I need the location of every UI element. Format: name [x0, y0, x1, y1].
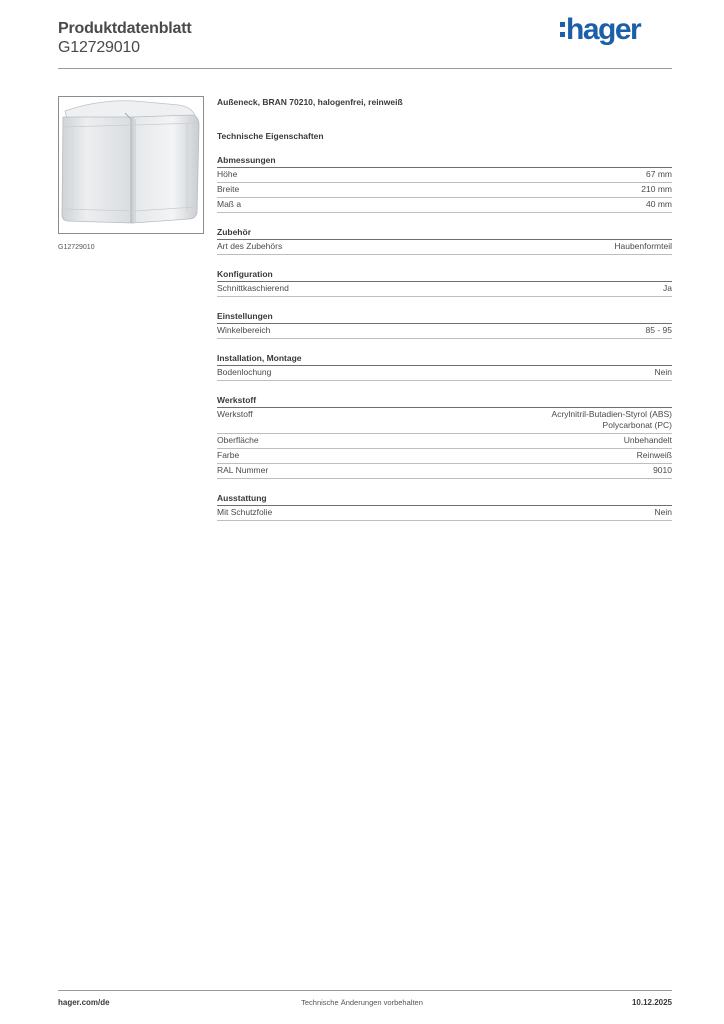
spec-row — [217, 168, 672, 183]
spec-group — [217, 269, 672, 297]
spec-value-line: Acrylnitril-Butadien-Styrol (ABS) — [551, 409, 672, 419]
spec-label: Bodenlochung — [217, 367, 272, 377]
spec-row — [217, 506, 672, 521]
spec-value-line: Nein — [654, 507, 672, 517]
spec-group — [217, 353, 672, 381]
spec-value-line: Unbehandelt — [623, 435, 672, 445]
spec-label: Schnittkaschierend — [217, 283, 289, 293]
spec-value-line: Nein — [654, 367, 672, 377]
spec-row — [217, 408, 672, 434]
spec-label: Maß a — [217, 199, 242, 209]
spec-row — [217, 198, 672, 213]
spec-label: Breite — [217, 184, 240, 194]
spec-label: Art des Zubehörs — [217, 241, 283, 251]
spec-value — [614, 241, 672, 252]
spec-value-line: 210 mm — [641, 184, 672, 194]
header-divider — [58, 68, 672, 69]
spec-group — [217, 395, 672, 479]
spec-group — [217, 311, 672, 339]
spec-label: RAL Nummer — [217, 465, 269, 475]
spec-group-title: Einstellungen — [217, 311, 672, 324]
spec-value — [663, 283, 672, 294]
spec-label: Mit Schutzfolie — [217, 507, 273, 517]
spec-group-title: Ausstattung — [217, 493, 672, 506]
spec-row — [217, 183, 672, 198]
spec-group — [217, 493, 672, 521]
spec-label: Farbe — [217, 450, 240, 460]
spec-value — [637, 450, 672, 461]
spec-value-line: 40 mm — [646, 199, 672, 209]
spec-value-line: Ja — [663, 283, 672, 293]
spec-row — [217, 240, 672, 255]
spec-value-line: Reinweiß — [636, 450, 672, 460]
spec-label: Oberfläche — [217, 435, 259, 445]
spec-row — [217, 464, 672, 479]
product-image — [59, 97, 203, 233]
spec-value — [646, 169, 672, 180]
spec-value-line: Haubenformteil — [614, 241, 672, 251]
spec-groups — [217, 155, 672, 521]
spec-row — [217, 449, 672, 464]
spec-group-title: Abmessungen — [217, 155, 672, 168]
spec-value — [653, 465, 672, 476]
spec-label: Höhe — [217, 169, 238, 179]
product-code: G12729010 — [58, 39, 140, 56]
spec-content — [217, 96, 672, 521]
spec-group-title: Zubehör — [217, 227, 672, 240]
spec-value — [552, 409, 672, 431]
product-image-frame — [58, 96, 204, 234]
spec-row — [217, 324, 672, 339]
spec-row — [217, 434, 672, 449]
spec-row — [217, 366, 672, 381]
spec-value — [641, 184, 672, 195]
footer-divider — [58, 990, 672, 991]
spec-value — [646, 199, 672, 210]
spec-group — [217, 155, 672, 213]
spec-value-line: 85 - 95 — [645, 325, 672, 335]
spec-group-title: Installation, Montage — [217, 353, 672, 366]
spec-row — [217, 282, 672, 297]
spec-label: Winkelbereich — [217, 325, 271, 335]
spec-label: Werkstoff — [217, 409, 253, 419]
spec-value-line: 9010 — [653, 465, 672, 475]
spec-value-line: Polycarbonat (PC) — [602, 420, 672, 430]
spec-value — [655, 367, 672, 378]
spec-group — [217, 227, 672, 255]
product-name: Außeneck, BRAN 70210, halogenfrei, reinweiß — [217, 97, 403, 107]
spec-value — [655, 507, 672, 518]
footer-date: 10.12.2025 — [631, 998, 672, 1007]
section-title: Technische Eigenschaften — [217, 131, 324, 141]
spec-value — [646, 325, 672, 336]
spec-group-title: Werkstoff — [217, 395, 672, 408]
footer-note: Technische Änderungen vorbehalten — [301, 998, 423, 1007]
hager-logo — [566, 13, 640, 47]
logo-text: hager — [566, 13, 641, 46]
spec-value-line: 67 mm — [646, 169, 672, 179]
logo-dots-icon — [560, 22, 565, 42]
product-image-caption: G12729010 — [58, 244, 95, 251]
page-title: Produktdatenblatt — [58, 20, 192, 37]
spec-value — [624, 435, 672, 446]
spec-group-title: Konfiguration — [217, 269, 672, 282]
footer-website-link[interactable]: hager.com/de — [58, 998, 110, 1007]
